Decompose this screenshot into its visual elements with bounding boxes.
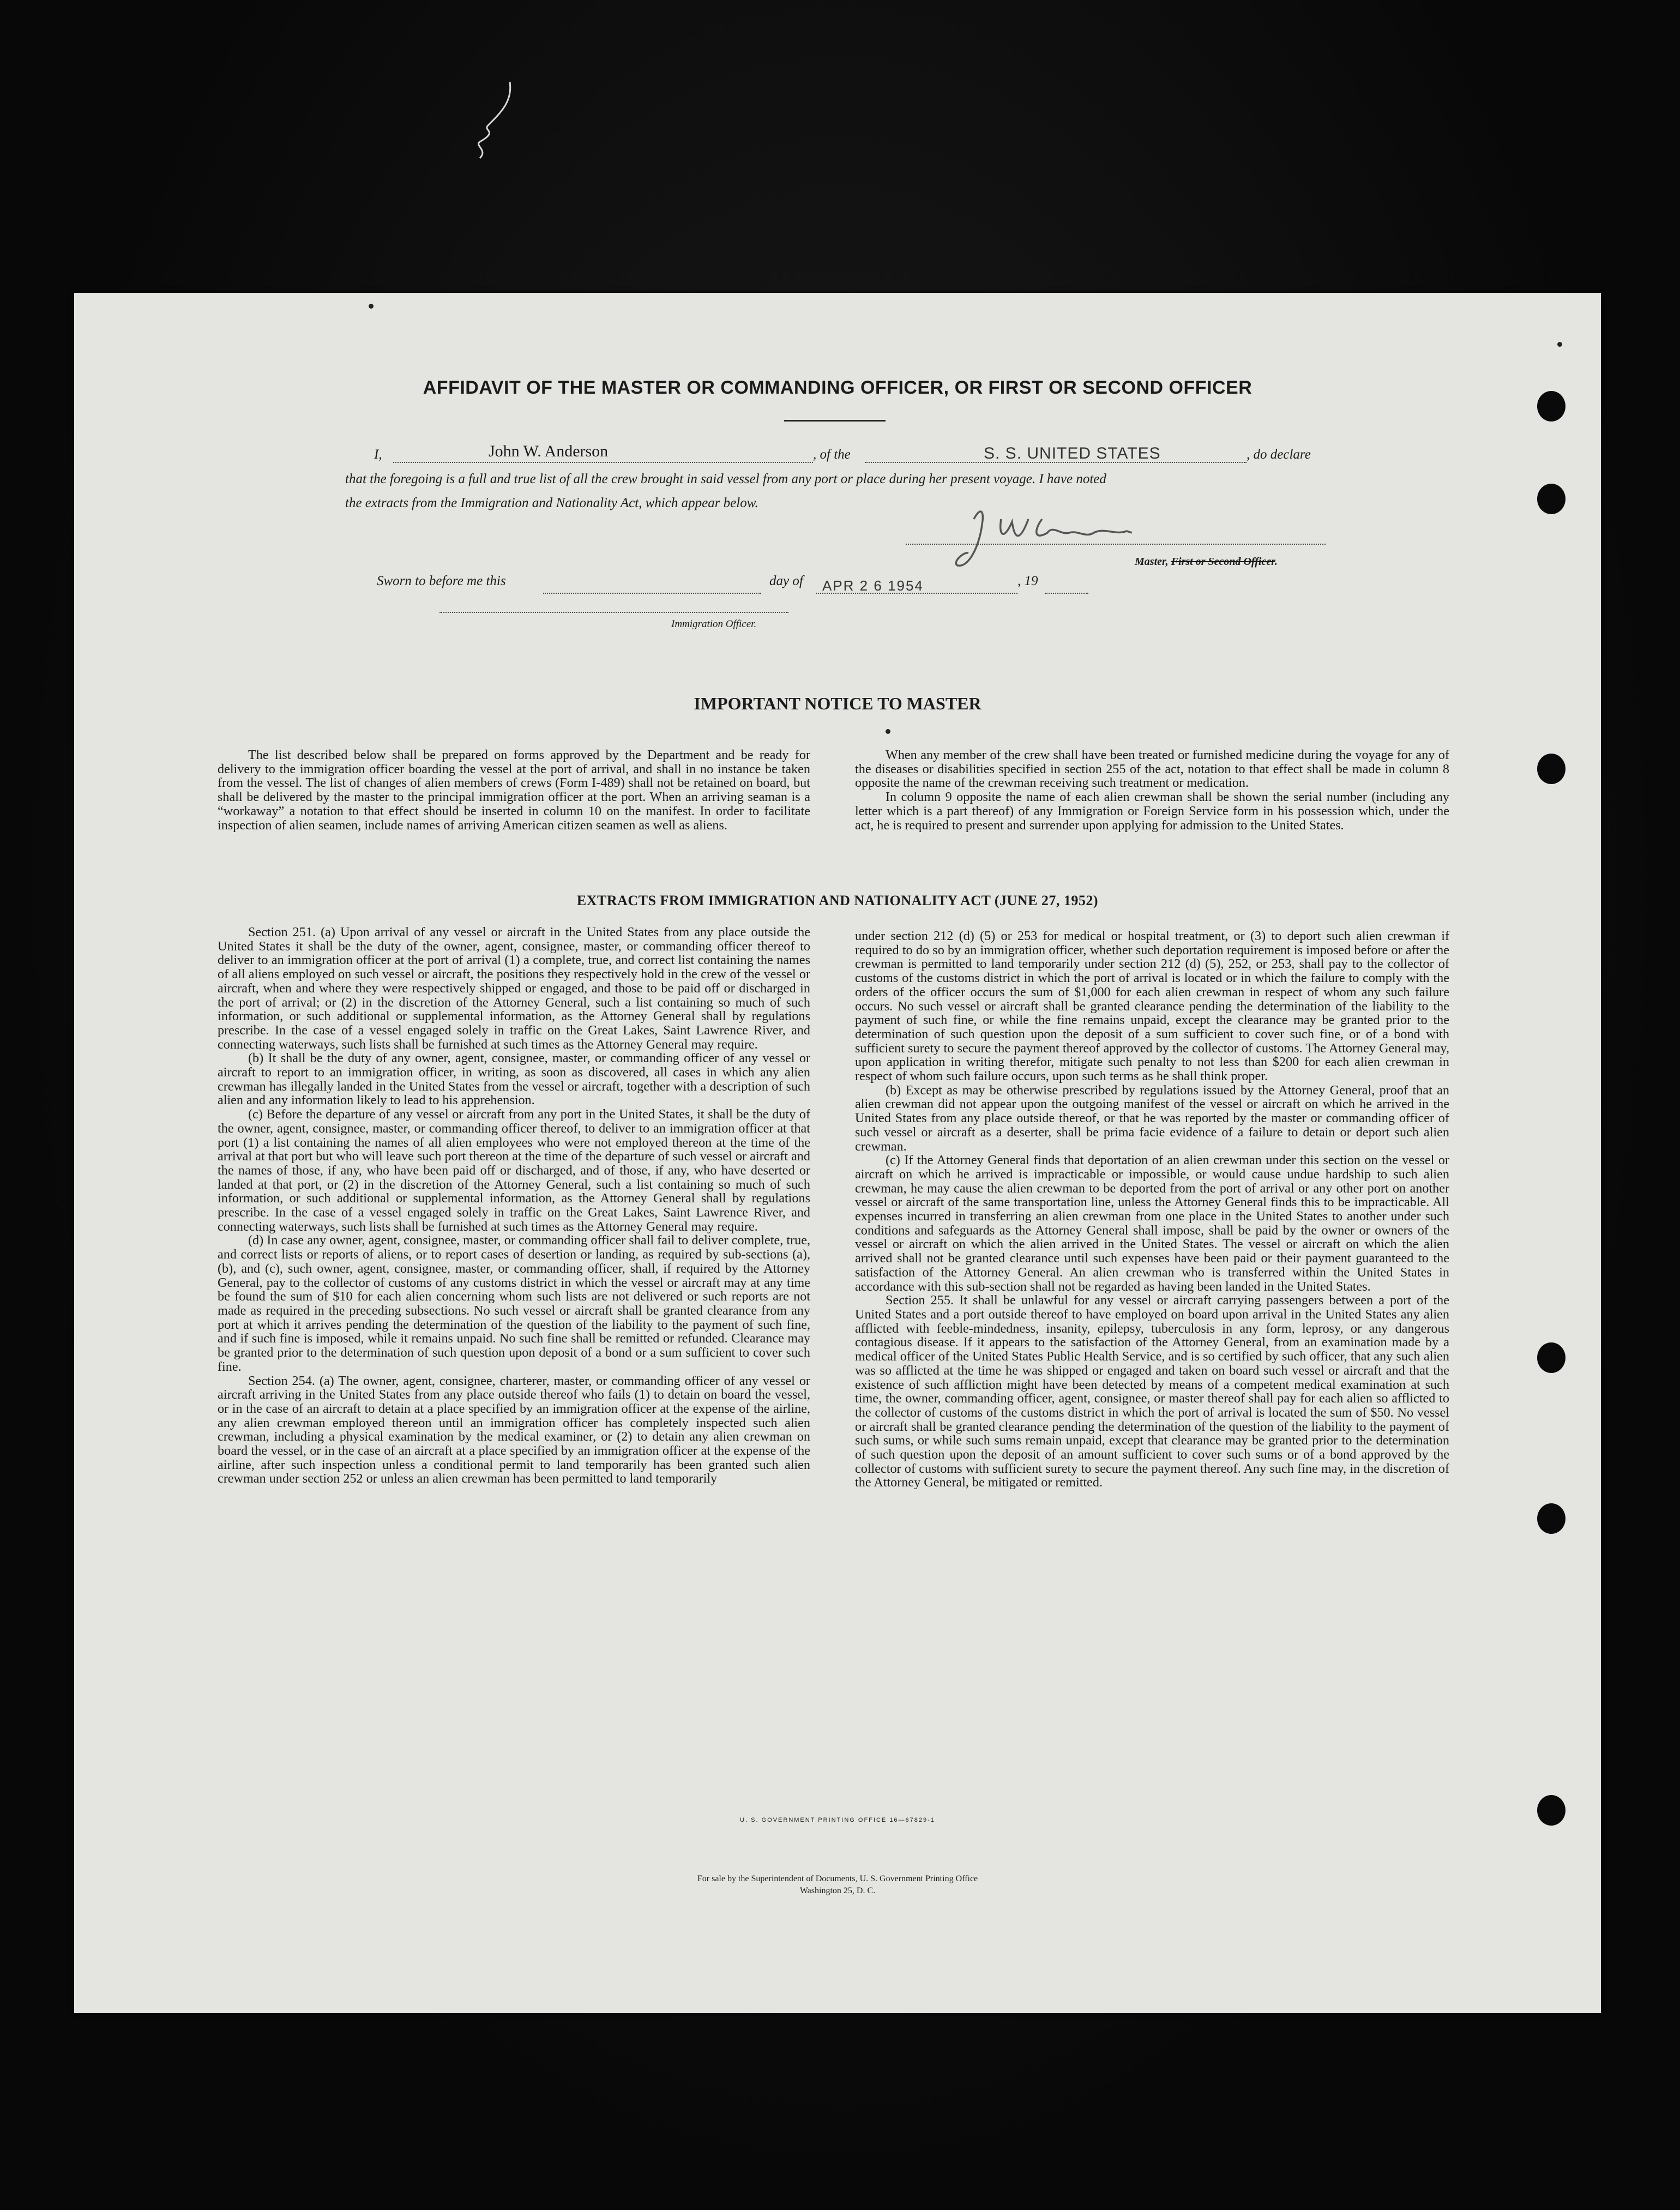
i-label: I, bbox=[374, 447, 382, 462]
immigration-officer-line[interactable] bbox=[439, 601, 788, 613]
extract-section-254c: (c) If the Attorney General finds that deportation of an alien crewman under this section on the vessel or aircraft on which he arrived is impracticable or impossible, or would cause undue hardship to such alien crewman, he may cause the alien crewman to be deported from the port of arrival or any other port on another vessel or aircraft of the same transportation line, unless the Attorney General finds this to be impracticable. All expenses incurred in transferring an alien crewman from one place in the United States to another under such conditions and safeguards as the Attorney General shall impose, shall be paid by the owner or owners of the vessel or aircraft on which the alien arrived in the United States. The vessel or aircraft on which the alien arrived shall not be granted clearance until such expenses have been paid or their payment guaranteed to the satisfaction of the Attorney General. An alien crewman who is transferred within the United States in accordance with this sub-section shall not be regarded as having been landed in the United States. bbox=[855, 1153, 1449, 1294]
punch-hole bbox=[1537, 484, 1565, 514]
notice-title: IMPORTANT NOTICE TO MASTER bbox=[694, 694, 981, 713]
punch-hole bbox=[1537, 754, 1565, 784]
date-stamp: APR 2 6 1954 bbox=[822, 577, 924, 594]
date-field[interactable] bbox=[816, 571, 1017, 594]
master-label bbox=[1135, 556, 1278, 568]
sale-line-1: For sale by the Superintendent of Documents, U. S. Government Printing Office bbox=[697, 1874, 978, 1883]
extract-section-251d: (d) In case any owner, agent, consignee, master, or commanding officer shall fail to deliver complete, true, and correct lists or reports of aliens, or to report cases of desertion or landing, as required by sub-sections (a), (b), and (c), such owner, agent, consignee, master, or commanding officer, shall, if required by the Attorney General, pay to the collector of customs of any customs district in which the vessel or aircraft may at any time be found the sum of $10 for each alien concerning whom such lists are not delivered or such reports are not made as required in the preceding subsections. No such vessel or aircraft shall be granted clearance from any port at which it arrives pending the determination of the question of the liability to the payment of such fine, and if such fine is imposed, while it remains unpaid. No such fine shall be remitted or refunded. Clearance may be granted prior to the determination of such question upon deposit of a bond or a sum sufficient to cover such fine. bbox=[218, 1233, 810, 1374]
vessel-name: S. S. UNITED STATES bbox=[984, 444, 1161, 462]
sworn-day-field[interactable] bbox=[543, 582, 761, 594]
master-text: Master, bbox=[1135, 556, 1171, 568]
punch-hole bbox=[1537, 1503, 1565, 1534]
affidavit-title: AFFIDAVIT OF THE MASTER OR COMMANDING OFFICER, OR FIRST OR SECOND OFFICER bbox=[423, 377, 1253, 398]
sworn-label: Sworn to before me this bbox=[377, 574, 506, 588]
year-field[interactable] bbox=[1045, 582, 1088, 594]
extract-section-254a: Section 254. (a) The owner, agent, consignee, charterer, master, or commanding officer of any vessel or aircraft arriving in the United States from any place outside thereof who fails (1) to detain on board the vessel, or in the case of an aircraft to detain at a place specified by an immigration officer at the expense of the airline, any alien crewman employed thereon until an immigration officer has completely inspected such alien crewman, including a physical examination by the medical examiner, or (2) to detain any alien crewman on board the vessel, or in the case of an aircraft at a place specified by an immigration officer at the expense of the airline, after such inspection unless a conditional permit to land temporarily has been granted such alien crewman under section 252 or unless an alien crewman has been permitted to land temporarily bbox=[218, 1373, 810, 1486]
extract-section-251a: Section 251. (a) Upon arrival of any vessel or aircraft in the United States from any place outside the United States it shall be the duty of the owner, agent, consignee, master, or commanding officer thereof to deliver to an immigration officer at the port of arrival (1) a complete, true, and correct list containing the names of all aliens employed on such vessel or aircraft, the positions they respectively hold in the crew of the vessel or aircraft, when and where they were respectively shipped or engaged, and those to be paid off or discharged in the port of arrival; or (2) in the discretion of the Attorney General, such a list containing so much of such information, or such additional or supplemental information, as the Attorney General shall by regulations prescribe. In the case of a vessel engaged solely in traffic on the Great Lakes, Saint Lawrence River, and connecting waterways, such lists shall be furnished at such times as the Attorney General may require. bbox=[218, 925, 810, 1052]
year-label: , 19 bbox=[1017, 574, 1038, 588]
do-declare-label: , do declare bbox=[1247, 447, 1311, 462]
extract-section-251c: (c) Before the departure of any vessel or aircraft from any port in the United States, it shall be the duty of the owner, agent, consignee, master, or commanding officer thereof, to deliver to an immigration officer at that port (1) a list containing the names of all alien employees who were not employed thereon at the time of the arrival at that port but who will leave such port thereon at the time of the departure of such vessel or aircraft and the names of those, if any, who have been paid off or discharged, and of those, if any, who have deserted or landed at that port, or (2) in the discretion of the Attorney General, such a list containing so much of such information, or such additional or supplemental information, as the Attorney General shall by regulations prescribe. In the case of a vessel engaged solely in traffic on the Great Lakes, Saint Lawrence River, and connecting waterways, such lists shall be furnished at such times as the Attorney General may require. bbox=[218, 1107, 810, 1234]
day-of-label: day of bbox=[769, 574, 803, 588]
vessel-field[interactable] bbox=[865, 440, 1247, 463]
immigration-officer-label: Immigration Officer. bbox=[671, 618, 757, 630]
affidavit-line-2: that the foregoing is a full and true list of all the crew brought in said vessel from any port or place during her present voyage. I have noted bbox=[345, 472, 1106, 486]
extract-section-254b: (b) Except as may be otherwise prescribed by regulations issued by the Attorney General, proof that an alien crewman did not appear upon the outgoing manifest of the vessel or aircraft on which he arrived in the United States from any place outside thereof, or that he was reported by the master or commanding officer of such vessel or aircraft as a deserter, shall be prima facie evidence of a failure to detain or deport such alien crewman. bbox=[855, 1082, 1449, 1154]
master-name: John W. Anderson bbox=[489, 442, 609, 460]
extract-section-251b: (b) It shall be the duty of any owner, agent, consignee, master, or commanding officer of any vessel or aircraft to report to an immigration officer, in writing, as soon as discovered, all cases in which any alien crewman has illegally landed in the United States from the vessel or aircraft, together with a description of such alien and any information likely to lead to his apprehension. bbox=[218, 1051, 810, 1108]
name-field[interactable] bbox=[393, 440, 813, 463]
notice-right-column bbox=[855, 748, 1449, 832]
pen-mark bbox=[458, 79, 523, 161]
speck bbox=[1557, 342, 1562, 347]
notice-right-para-1: When any member of the crew shall have been treated or furnished medicine during the voyage for any of the diseases or disabilities specified in section 255 of the act, notation to that effect shall be made in column 8 opposite the name of the crewman receiving such treatment or medication. bbox=[855, 748, 1449, 791]
speck bbox=[886, 729, 890, 734]
affidavit-line-3: the extracts from the Immigration and Nationality Act, which appear below. bbox=[345, 496, 758, 510]
punch-hole bbox=[1537, 1342, 1565, 1373]
extracts-right-column bbox=[855, 929, 1449, 1490]
extract-section-254a-cont: under section 212 (d) (5) or 253 for medical or hospital treatment, or (3) to deport such alien crewman if required to do so by an immigration officer, whether such deportation requirement is imposed before or after the crewman is permitted to land temporarily under section 212 (d) (5), 252, or 253, shall pay to the collector of customs of the customs district in which the port of arrival is located or in which the failure to comply with the orders of the officer occurs the sum of $1,000 for each alien crewman in respect of whom any such failure occurs. No such vessel or aircraft shall be granted clearance pending the determination of the liability to the payment of such fine, or while the fine remains unpaid, except the clearance may be granted prior to the determination of such question upon the deposit of a sum sufficient to cover such fine, or of a bond with sufficient surety to secure the payment thereof approved by the collector of customs. The Attorney General may, upon application in writing therefor, mitigate such penalty to not less than $200 for each alien crewman in respect of whom such failure occurs, upon such terms as he shall think proper. bbox=[855, 929, 1449, 1084]
extracts-left-column bbox=[218, 925, 810, 1486]
printer-line: U. S. GOVERNMENT PRINTING OFFICE 16—67829-1 bbox=[740, 1817, 935, 1823]
extract-section-255: Section 255. It shall be unlawful for any vessel or aircraft carrying passengers between a port of the United States and a port outside thereof to have employed on board upon arrival in the United States any alien afflicted with feeble-mindedness, insanity, epilepsy, tuberculosis in any form, leprosy, or any dangerous contagious disease. If it appears to the satisfaction of the Attorney General, from an examination made by a medical officer of the United States Public Health Service, and is so certified by such officer, that any such alien was so afflicted at the time he was shipped or engaged and taken on board such vessel or aircraft and that the existence of such affliction might have been detected by means of a competent medical examination at such time, the owner, commanding officer, agent, consignee, or master thereof shall pay for each alien so afflicted to the collector of customs of the customs district in which the port of arrival is located the sum of $50. No vessel or aircraft shall be granted clearance pending the determination of the question of the liability to the payment of such sums, or while such sums remain unpaid, except that clearance may be granted prior to the determination of such question upon the deposit of an amount sufficient to cover such sums or of a bond approved by the collector of customs with sufficient surety to secure the payment thereof. Any such fine may, in the discretion of the Attorney General, be mitigated or remitted. bbox=[855, 1293, 1449, 1490]
struck-text: First or Second Officer bbox=[1171, 556, 1275, 568]
title-rule bbox=[784, 420, 886, 421]
notice-right-para-2: In column 9 opposite the name of each alien crewman shall be shown the serial number (including any letter which is a part thereof) of any Immigration or Foreign Service form in his possession which, under the act, he is required to present and surrender upon applying for admission to the United States. bbox=[855, 790, 1449, 833]
notice-left-para: The list described below shall be prepared on forms approved by the Department and be ready for delivery to the immigration officer boarding the vessel at the port of arrival, and shall in no instance be taken from the vessel. The list of changes of alien members of crews (Form I-489) shall not be retained on board, but shall be delivered by the master to the principal immigration officer at the port. When an arriving seaman is a “workaway” a notation to that effect should be inserted in column 10 on the manifest. In order to facilitate inspection of alien seamen, include names of arriving American citizen seamen as well as aliens. bbox=[218, 748, 810, 833]
sale-line-2: Washington 25, D. C. bbox=[799, 1886, 876, 1895]
extracts-title: EXTRACTS FROM IMMIGRATION AND NATIONALITY ACT (JUNE 27, 1952) bbox=[576, 893, 1099, 908]
document-page bbox=[74, 293, 1601, 2013]
speck bbox=[369, 304, 374, 309]
master-end: . bbox=[1274, 556, 1278, 568]
of-the-label: , of the bbox=[813, 447, 851, 462]
notice-left-column bbox=[218, 748, 810, 832]
